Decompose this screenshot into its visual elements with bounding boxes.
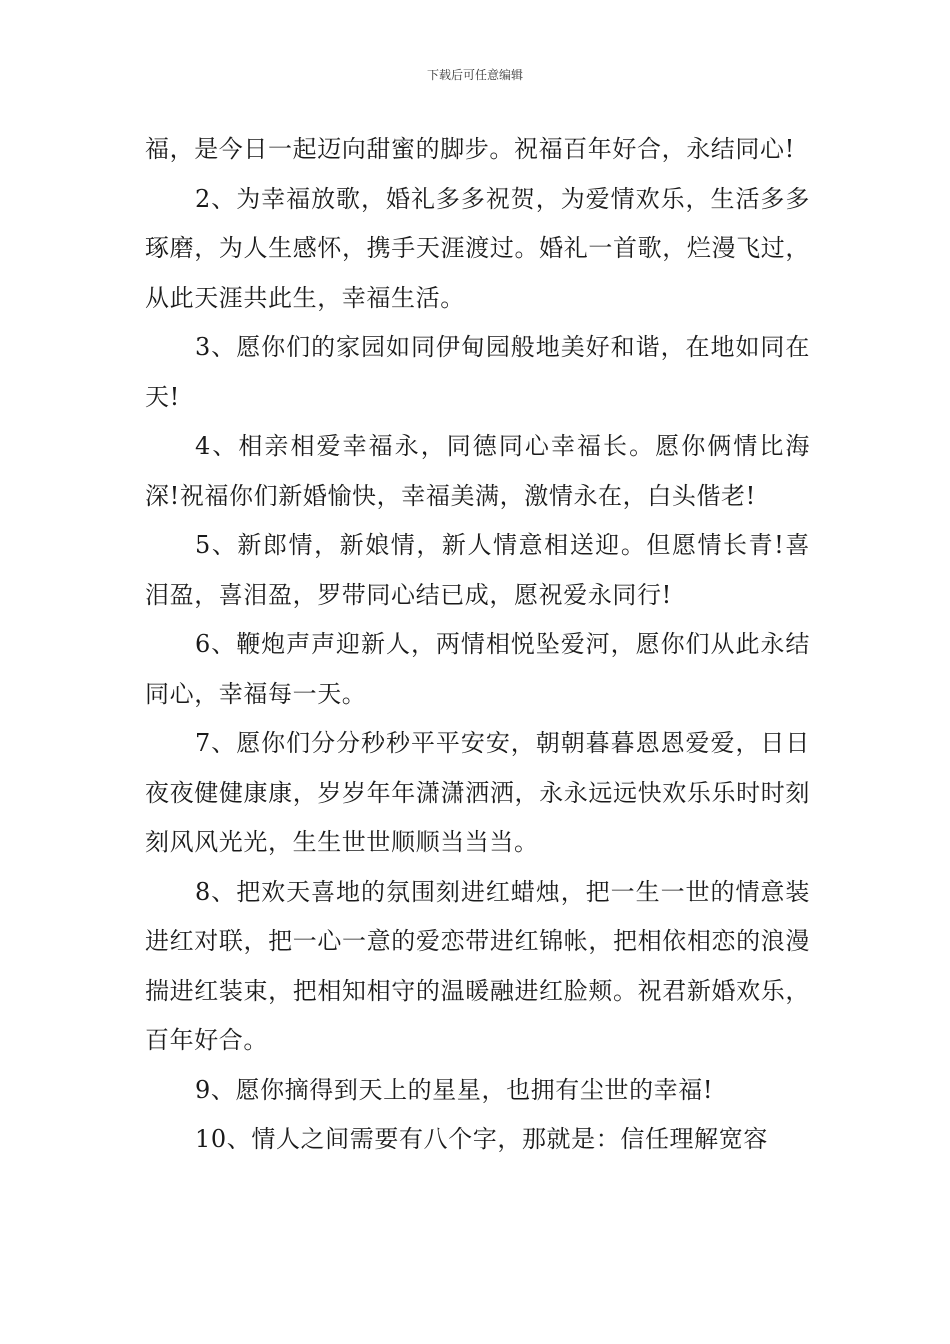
- paragraph-item-8: 8、把欢天喜地的氛围刻进红蜡烛，把一生一世的情意装进红对联，把一心一意的爱恋带进红锦帐，把相依相恋的浪漫揣进红装束，把相知相守的温暖融进红脸颊。祝君新婚欢乐，百年好合。: [145, 877, 810, 1054]
- paragraph-item-5: 5、新郎情，新娘情，新人情意相送迎。但愿情长青!喜泪盈，喜泪盈，罗带同心结已成，愿祝爱永同行!: [145, 531, 810, 609]
- document-body: [145, 125, 810, 1165]
- page-header: 下载后可任意编辑: [426, 68, 523, 82]
- paragraph-item-10: 10、情人之间需要有八个字，那就是：信任理解宽容: [195, 1125, 768, 1153]
- paragraph-item-4: 4、相亲相爱幸福永，同德同心幸福长。愿你俩情比海深!祝福你们新婚愉快，幸福美满，激情永在，白头偕老!: [145, 432, 810, 510]
- paragraph-item-9: 9、愿你摘得到天上的星星，也拥有尘世的幸福!: [195, 1075, 714, 1104]
- paragraph-item-7: 7、愿你们分分秒秒平平安安，朝朝暮暮恩恩爱爱，日日夜夜健健康康，岁岁年年潇潇洒洒，永永远远快欢乐乐时时刻刻风风光光，生生世世顺顺当当当。: [145, 729, 810, 856]
- paragraph-item-2: 2、为幸福放歌，婚礼多多祝贺，为爱情欢乐，生活多多琢磨，为人生感怀，携手天涯渡过。婚礼一首歌，烂漫飞过，从此天涯共此生，幸福生活。: [145, 184, 810, 312]
- paragraph-item-6: 6、鞭炮声声迎新人，两情相悦坠爱河，愿你们从此永结同心，幸福每一天。: [145, 630, 810, 708]
- paragraph-item-3: 3、愿你们的家园如同伊甸园般地美好和谐，在地如同在天!: [145, 333, 810, 411]
- paragraph-continuation: 福，是今日一起迈向甜蜜的脚步。祝福百年好合，永结同心!: [145, 135, 795, 163]
